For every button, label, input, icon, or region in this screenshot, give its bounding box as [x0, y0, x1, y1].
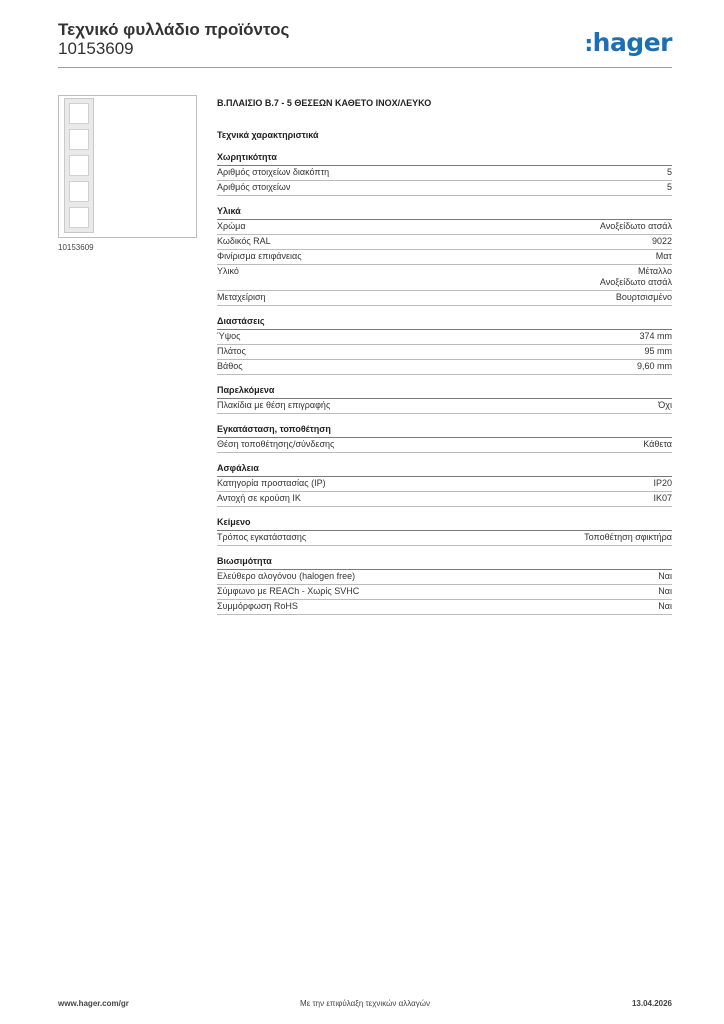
spec-row — [217, 492, 672, 507]
spec-row — [217, 250, 672, 265]
spec-row — [217, 585, 672, 600]
section-heading: Εγκατάσταση, τοποθέτηση — [217, 424, 672, 438]
spec-section — [217, 463, 672, 507]
section-heading: Παρελκόμενα — [217, 385, 672, 399]
spec-label: Φινίρισμα επιφάνειας — [217, 251, 302, 261]
spec-value — [600, 221, 672, 232]
spec-row — [217, 235, 672, 250]
spec-row — [217, 330, 672, 345]
spec-value-line: Τοποθέτηση σφικτήρα — [584, 532, 672, 542]
spec-value — [652, 236, 672, 247]
specs-subtitle: Τεχνικά χαρακτηριστικά — [217, 130, 319, 140]
spec-row — [217, 360, 672, 375]
section-heading: Διαστάσεις — [217, 316, 672, 330]
spec-label: Αντοχή σε κρούση IK — [217, 493, 301, 503]
spec-value-line: 95 mm — [644, 346, 672, 356]
spec-label: Χρώμα — [217, 221, 246, 231]
image-caption-code: 10153609 — [58, 243, 94, 252]
spec-label: Μεταχείριση — [217, 292, 266, 302]
section-heading: Υλικά — [217, 206, 672, 220]
spec-value — [658, 586, 672, 597]
section-heading: Χωρητικότητα — [217, 152, 672, 166]
spec-section — [217, 556, 672, 615]
spec-row — [217, 477, 672, 492]
spec-value — [639, 331, 672, 342]
spec-label: Αριθμός στοιχείων διακόπτη — [217, 167, 330, 177]
spec-value — [644, 346, 672, 357]
spec-value — [667, 167, 672, 178]
spec-sections — [217, 152, 672, 615]
spec-label: Τρόπος εγκατάστασης — [217, 532, 307, 542]
section-heading: Βιωσιμότητα — [217, 556, 672, 570]
footer-website-link[interactable]: www.hager.com/gr — [58, 999, 129, 1008]
spec-value — [637, 361, 672, 372]
spec-section — [217, 385, 672, 414]
spec-label: Ύψος — [217, 331, 241, 341]
spec-value — [653, 493, 672, 504]
spec-value-line: 5 — [666, 167, 672, 177]
spec-value-line: Ανοξείδωτο ατσάλ — [599, 277, 672, 287]
spec-section — [217, 152, 672, 196]
spec-value-line: Ανοξείδωτο ατσάλ — [599, 221, 672, 231]
spec-row — [217, 399, 672, 414]
spec-row — [217, 265, 672, 291]
spec-label: Σύμφωνο με REACh - Χωρίς SVHC — [217, 586, 360, 596]
frame-slot — [69, 181, 89, 202]
spec-label: Αριθμός στοιχείων — [217, 182, 291, 192]
product-code: 10153609 — [58, 39, 134, 58]
spec-value-line: Ναι — [658, 571, 672, 581]
spec-label: Βάθος — [217, 361, 243, 371]
spec-value — [616, 292, 672, 303]
spec-section — [217, 424, 672, 453]
spec-value-line: 9022 — [651, 236, 672, 246]
spec-row — [217, 220, 672, 235]
page-title: Τεχνικό φυλλάδιο προϊόντος — [58, 20, 290, 39]
spec-section — [217, 316, 672, 375]
spec-value-line: Κάθετα — [643, 439, 672, 449]
spec-value — [656, 251, 672, 262]
frame-slot — [69, 155, 89, 176]
spec-section — [217, 206, 672, 306]
frame-slot — [69, 129, 89, 150]
header-divider — [58, 67, 672, 68]
spec-row — [217, 181, 672, 196]
footer-notice: Με την επιφύλαξη τεχνικών αλλαγών — [300, 999, 430, 1008]
spec-value-line: 374 mm — [639, 331, 672, 341]
spec-section — [217, 517, 672, 546]
section-heading: Ασφάλεια — [217, 463, 672, 477]
spec-row — [217, 438, 672, 453]
spec-label: Κατηγορία προστασίας (IP) — [217, 478, 326, 488]
spec-row — [217, 570, 672, 585]
spec-value-line: IP20 — [653, 478, 672, 488]
spec-label: Πλακίδια με θέση επιγραφής — [217, 400, 331, 410]
spec-content — [217, 98, 672, 615]
product-image-frame — [64, 98, 94, 233]
spec-row — [217, 166, 672, 181]
spec-value-line: 9,60 mm — [636, 361, 672, 371]
spec-label: Θέση τοποθέτησης/σύνδεσης — [217, 439, 335, 449]
logo-mark-icon: : — [584, 32, 593, 57]
product-title: Β.ΠΛΑΙΣΙΟ Β.7 - 5 ΘΕΣΕΩΝ ΚΑΘΕΤΟ ΙΝΟΧ/ΛΕΥΚΟ — [217, 98, 432, 108]
spec-label: Πλάτος — [217, 346, 246, 356]
spec-value-line: Ναι — [658, 601, 672, 611]
footer-date: 13.04.2026 — [631, 999, 672, 1008]
spec-value — [643, 439, 672, 450]
spec-value-line: Ναι — [658, 586, 672, 596]
spec-label: Συμμόρφωση RoHS — [217, 601, 298, 611]
spec-value-line: Ματ — [655, 251, 672, 261]
spec-row — [217, 345, 672, 360]
spec-value — [667, 182, 672, 193]
spec-label: Κωδικός RAL — [217, 236, 271, 246]
spec-row — [217, 600, 672, 615]
frame-slot — [69, 103, 89, 124]
logo-text: hager — [592, 28, 672, 57]
spec-value — [653, 478, 672, 489]
spec-value — [658, 400, 672, 411]
spec-row — [217, 291, 672, 306]
spec-value — [600, 266, 672, 288]
spec-value — [584, 532, 672, 543]
spec-value-line: 5 — [666, 182, 672, 192]
frame-slot — [69, 207, 89, 228]
spec-value — [658, 571, 672, 582]
spec-value-line: IK07 — [653, 493, 672, 503]
spec-value-line: Μέταλλο — [637, 266, 672, 276]
spec-row — [217, 531, 672, 546]
spec-label: Υλικό — [217, 266, 239, 276]
spec-label: Ελεύθερο αλογόνου (halogen free) — [217, 571, 356, 581]
spec-value-line: Όχι — [658, 400, 672, 410]
spec-value — [658, 601, 672, 612]
hager-logo[interactable] — [584, 28, 672, 57]
section-heading: Κείμενο — [217, 517, 672, 531]
spec-value-line: Βουρτσισμένο — [615, 292, 672, 302]
